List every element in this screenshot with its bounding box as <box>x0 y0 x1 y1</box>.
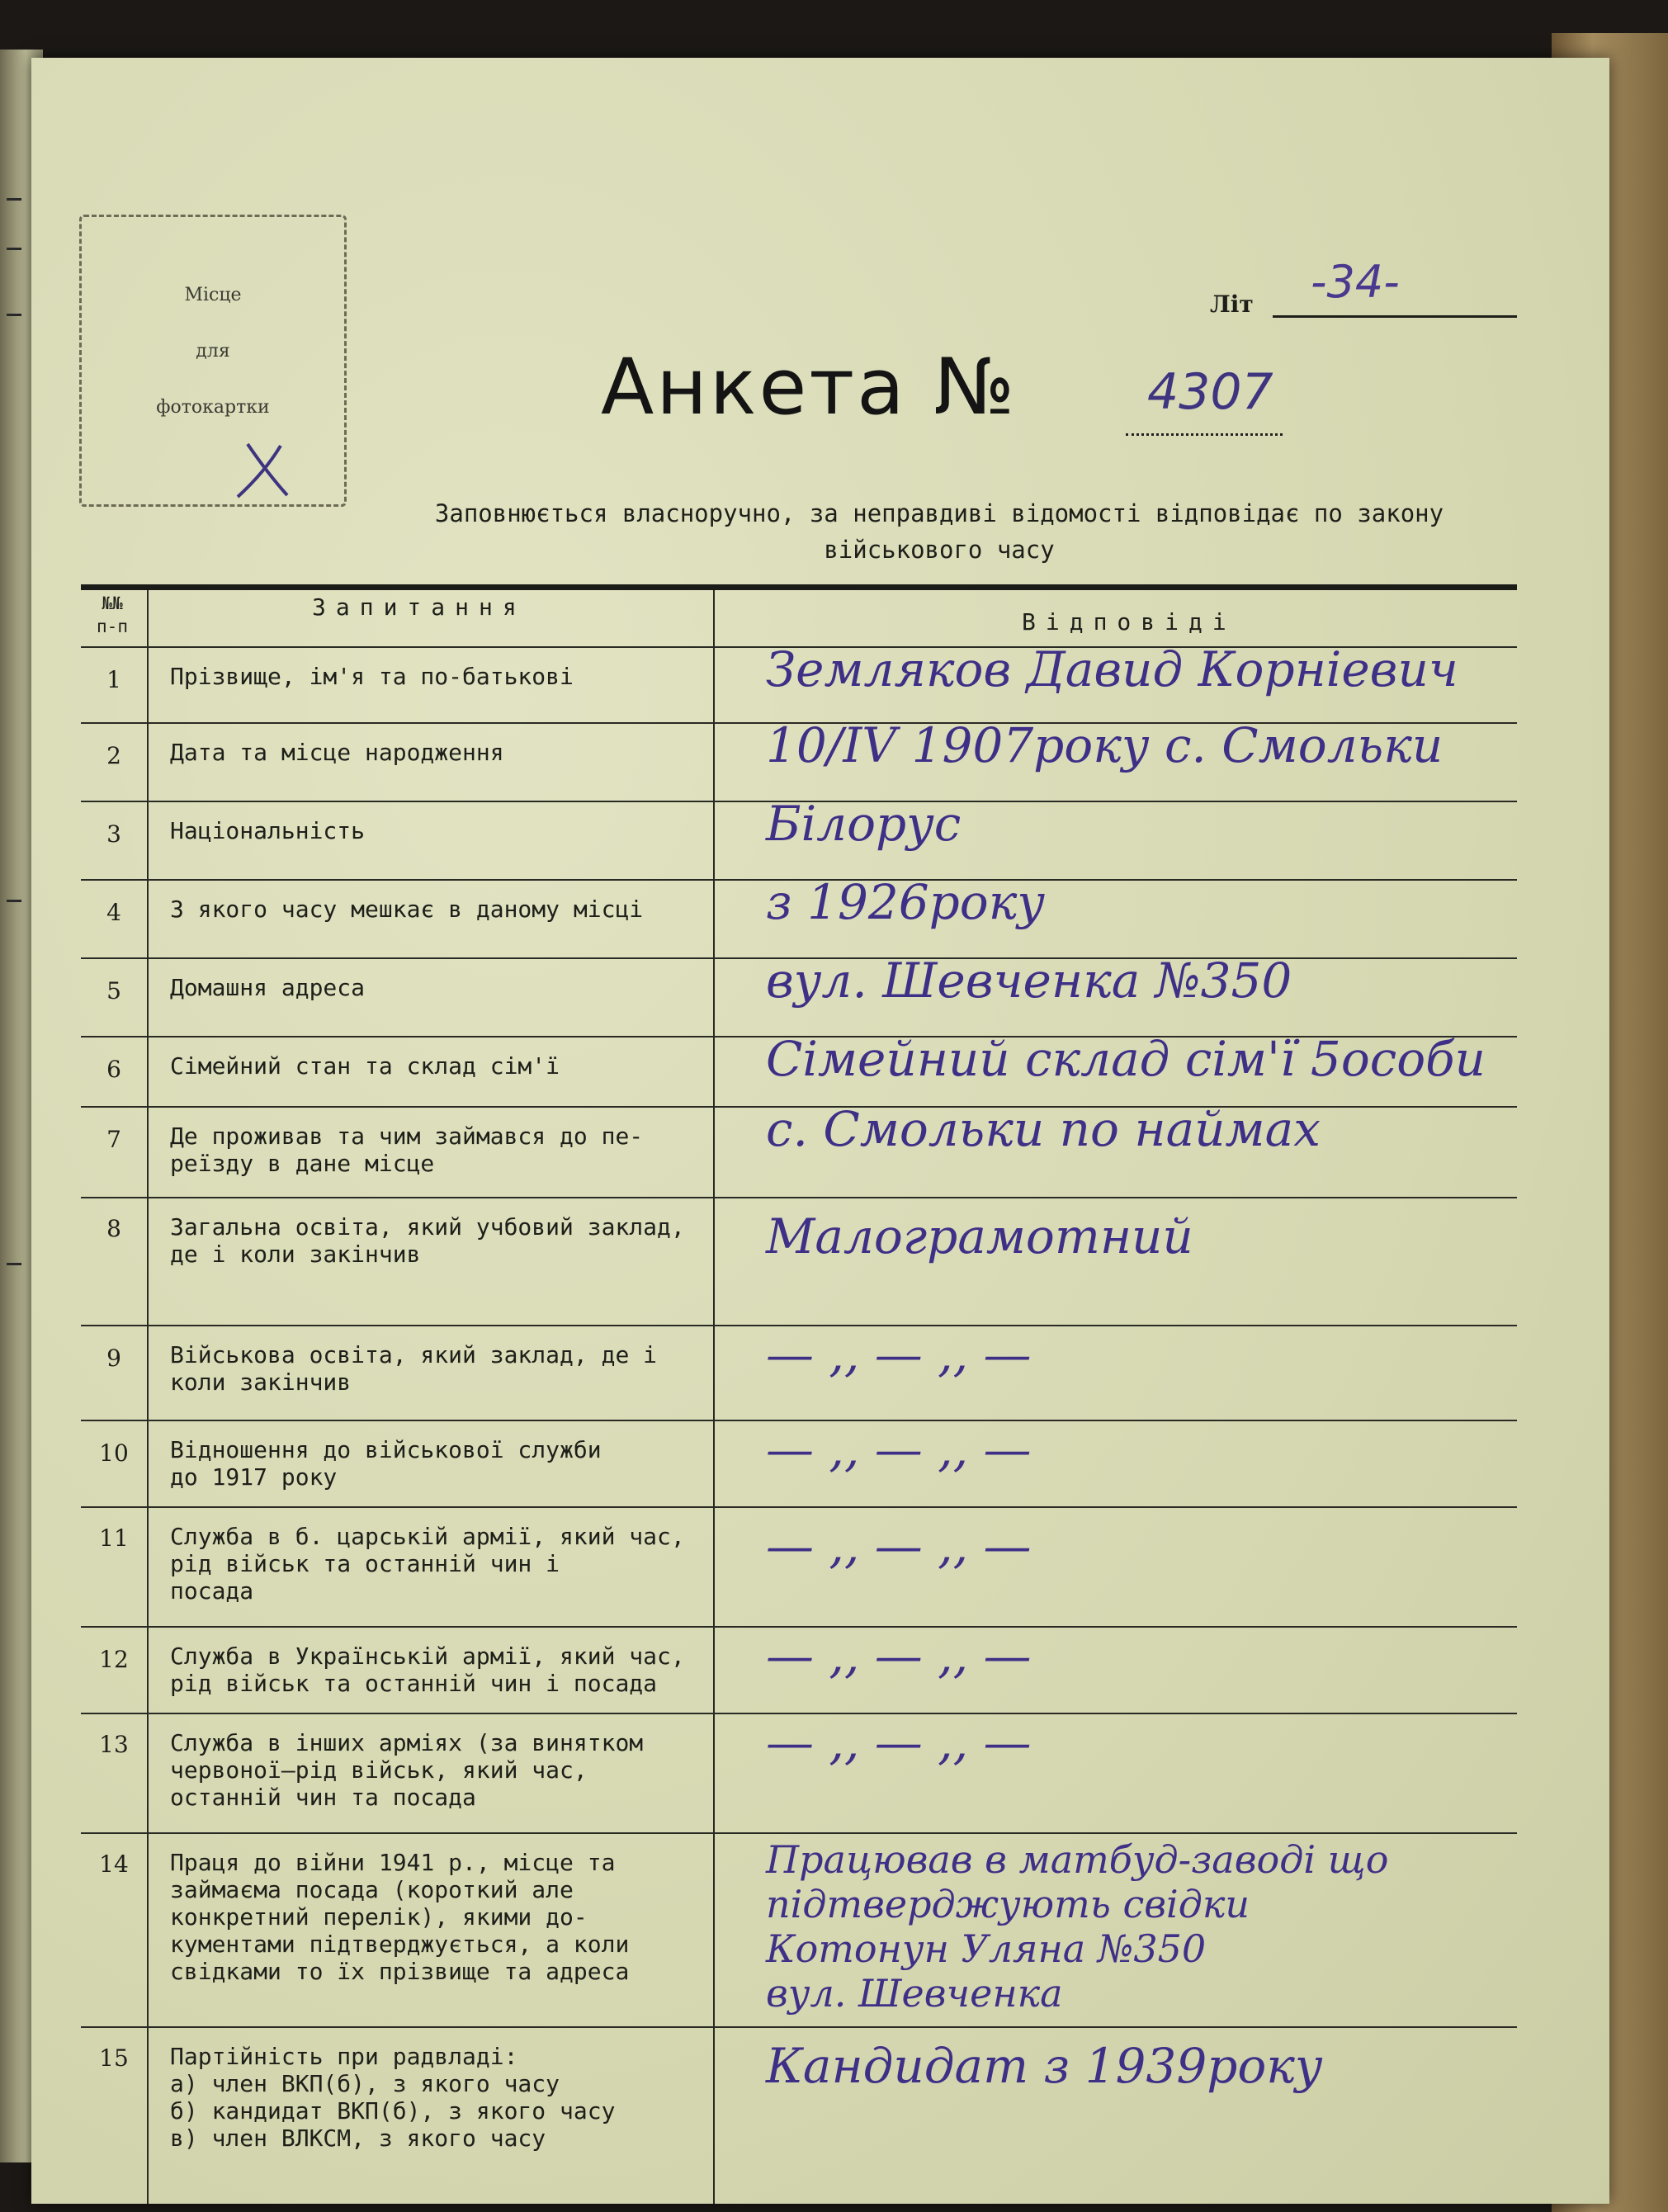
row-number: 7 <box>106 1126 121 1153</box>
table-top-rule <box>81 584 1517 590</box>
row-question: Де проживав та чим займався до пе- реїзду в дане місце <box>170 1123 644 1177</box>
row-answer: — ,, — ,, — <box>766 1421 1032 1477</box>
table-row <box>81 1101 1517 1198</box>
row-answer: — ,, — ,, — <box>766 1518 1032 1574</box>
row-answer: Сімейний склад сім'ї 5особи <box>766 1031 1486 1087</box>
table-row <box>81 641 1517 724</box>
row-question: Дата та місце народження <box>170 739 504 766</box>
row-answer: — ,, — ,, — <box>766 1628 1032 1684</box>
form-number-underline <box>1126 431 1283 436</box>
row-number: 1 <box>106 666 121 693</box>
row-answer: Земляков Давид Корніевич <box>766 641 1458 697</box>
edge-mark <box>7 900 21 902</box>
lit-label: Літ <box>1210 291 1254 318</box>
row-question: Загальна освіта, який учбовий заклад, де і коли закінчив <box>170 1213 685 1268</box>
row-question: Служба в Українській армії, який час, рід військ та останній чин і посада <box>170 1642 685 1697</box>
row-question: Праця до війни 1941 р., місце та займаєма посада (короткий але конкретний перелік), якими до- кументами підтверджується, а коли свідками то їх прізвище та адреса <box>170 1849 630 1985</box>
edge-mark <box>7 198 21 201</box>
row-answer: з 1926року <box>766 874 1046 930</box>
photo-label-2: для <box>196 341 230 362</box>
table-row <box>81 874 1517 959</box>
header-number: №№ п-п <box>97 593 128 636</box>
row-number: 11 <box>99 1524 129 1552</box>
row-number: 15 <box>99 2044 129 2072</box>
row-number: 12 <box>99 1646 129 1673</box>
row-number: 13 <box>99 1731 129 1758</box>
row-answer: 10/IV 1907року с. Смольки <box>766 717 1444 773</box>
row-question: Служба в інших арміях (за винятком червоної—рід військ, який час, останній чин та посада <box>170 1729 644 1811</box>
edge-mark <box>7 1263 21 1265</box>
instruction-line-1: Заповнюється власноручно, за неправдиві відомості відповідає по закону <box>434 499 1444 527</box>
row-question: Національність <box>170 817 366 844</box>
table-row <box>81 1506 1517 1628</box>
row-number: 8 <box>106 1215 121 1242</box>
photo-label-3: фотокартки <box>156 397 270 418</box>
column-divider-number <box>147 590 149 2204</box>
table-row <box>81 1420 1517 1508</box>
row-answer: — ,, — ,, — <box>766 1326 1032 1382</box>
table-header <box>81 590 1517 646</box>
column-divider-answer <box>713 590 715 2204</box>
row-answer: Малограмотний <box>766 1208 1193 1264</box>
header-answers: Відповіді <box>1022 608 1236 636</box>
questionnaire-page <box>31 58 1609 2204</box>
row-answer: с. Смольки по наймах <box>766 1101 1321 1157</box>
table-row <box>81 796 1517 881</box>
row-question: Відношення до військової служби до 1917 року <box>170 1436 602 1491</box>
row-answer: — ,, — ,, — <box>766 1714 1032 1770</box>
header-questions: Запитання <box>312 593 527 621</box>
row-number: 3 <box>106 820 121 848</box>
edge-mark <box>7 248 21 250</box>
table-row <box>81 1325 1517 1421</box>
lit-underline <box>1273 315 1517 318</box>
row-question: Військова освіта, який заклад, де і коли закінчив <box>170 1341 658 1396</box>
row-question: Служба в б. царській армії, який час, рід військ та останній чин і посада <box>170 1523 685 1605</box>
row-number: 4 <box>106 899 121 926</box>
photo-label-1: Місце <box>184 285 242 305</box>
row-question: Домашня адреса <box>170 974 366 1001</box>
row-number: 10 <box>99 1439 129 1467</box>
row-number: 9 <box>106 1345 121 1372</box>
form-instruction <box>378 495 1500 568</box>
row-answer: Працював в матбуд-заводі що підтверджують свідки Котонун Уляна №350 вул. Шевченка <box>766 1837 1389 2016</box>
row-number: 2 <box>106 742 121 769</box>
row-answer: вул. Шевченка №350 <box>766 952 1292 1009</box>
table-row <box>81 1031 1517 1108</box>
handwritten-x-mark <box>223 437 314 503</box>
table-row <box>81 2026 1517 2205</box>
edge-mark <box>7 314 21 316</box>
row-number: 14 <box>99 1850 129 1878</box>
table-row <box>81 1626 1517 1714</box>
table-row <box>81 952 1517 1037</box>
row-question: З якого часу мешкає в даному місці <box>170 896 644 923</box>
row-answer: Білорус <box>766 796 962 852</box>
lit-value: -34- <box>1311 256 1400 308</box>
table-row <box>81 1832 1517 2028</box>
instruction-line-2: військового часу <box>824 536 1055 564</box>
table-row <box>81 1197 1517 1326</box>
form-number: 4307 <box>1147 363 1273 421</box>
row-number: 5 <box>106 977 121 1004</box>
row-question: Прізвище, ім'я та по-батькові <box>170 663 574 690</box>
form-title: Анкета № <box>601 343 1018 432</box>
row-question: Сімейний стан та склад сім'ї <box>170 1052 560 1080</box>
table-row <box>81 717 1517 802</box>
table-row <box>81 1713 1517 1834</box>
row-number: 6 <box>106 1056 121 1083</box>
row-answer: Кандидат з 1939року <box>766 2038 1323 2094</box>
row-question: Партійність при радвладі: а) член ВКП(б), з якого часу б) кандидат ВКП(б), з якого часу в) член ВЛКСМ, з якого часу <box>170 2043 616 2152</box>
